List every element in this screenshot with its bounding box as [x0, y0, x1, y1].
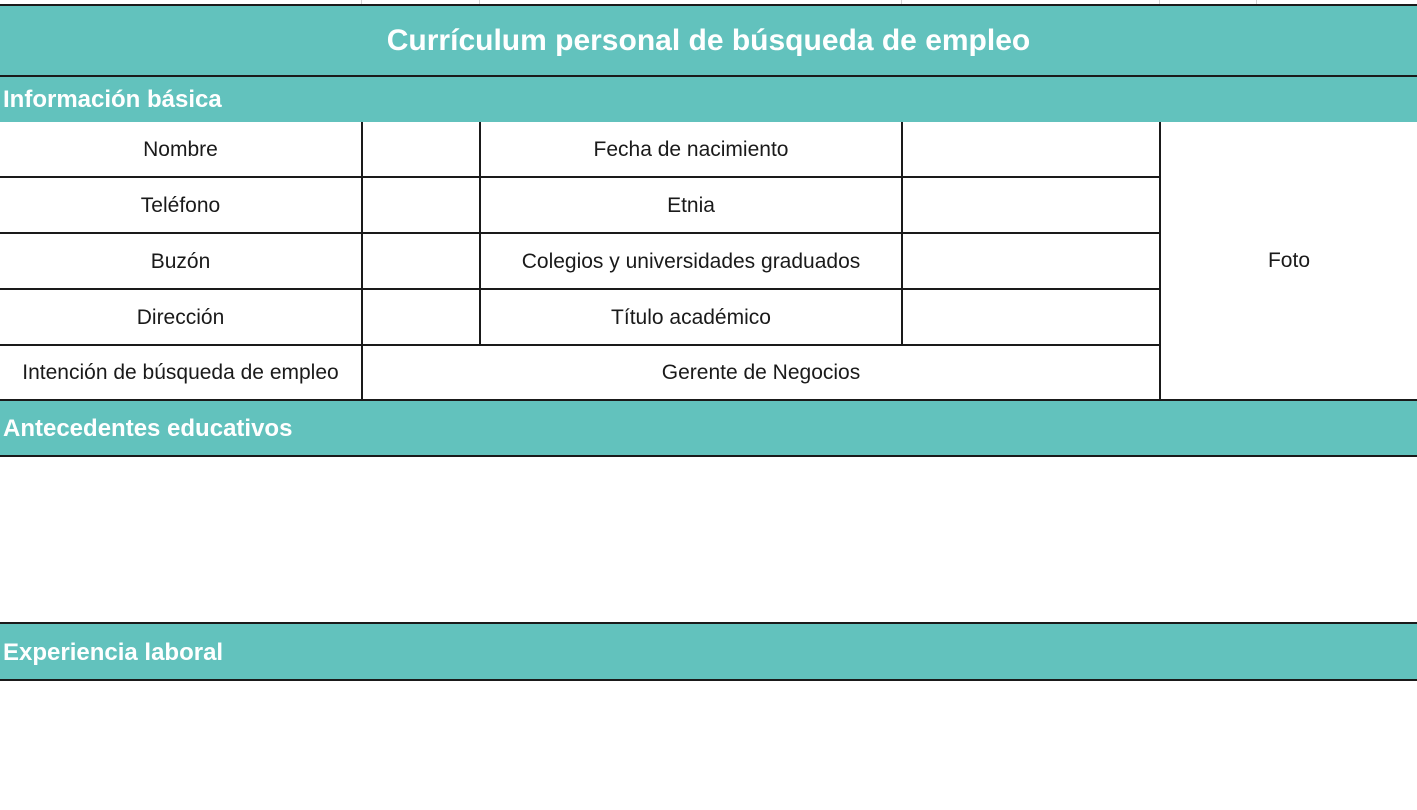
- section-title-work-experience: Experiencia laboral: [3, 638, 224, 666]
- value-nombre[interactable]: [363, 122, 479, 177]
- label-nombre: Nombre: [0, 122, 361, 177]
- work-experience-content-area[interactable]: [0, 681, 1417, 810]
- column-divider: [901, 122, 903, 345]
- education-content-area[interactable]: [0, 457, 1417, 622]
- value-direccion[interactable]: [363, 290, 479, 345]
- label-intencion: Intención de búsqueda de empleo: [0, 346, 361, 399]
- value-intencion[interactable]: Gerente de Negocios: [363, 346, 1159, 399]
- value-colegios[interactable]: [903, 234, 1159, 289]
- value-titulo[interactable]: [903, 290, 1159, 345]
- section-title-basic-info: Información básica: [3, 85, 222, 113]
- value-etnia[interactable]: [903, 178, 1159, 233]
- value-fecha-nacimiento[interactable]: [903, 122, 1159, 177]
- section-title-education: Antecedentes educativos: [3, 415, 293, 442]
- column-divider: [1159, 122, 1161, 399]
- label-buzon: Buzón: [0, 234, 361, 289]
- row-divider: [0, 344, 1161, 346]
- column-divider: [361, 122, 363, 399]
- label-titulo: Título académico: [481, 290, 901, 345]
- label-direccion: Dirección: [0, 290, 361, 345]
- label-colegios: Colegios y universidades graduados: [481, 234, 901, 289]
- photo-cell[interactable]: Foto: [1161, 122, 1417, 399]
- value-telefono[interactable]: [363, 178, 479, 233]
- label-telefono: Teléfono: [0, 178, 361, 233]
- resume-title-banner: [0, 4, 1417, 76]
- row-divider: [0, 232, 1161, 234]
- row-divider: [0, 176, 1161, 178]
- column-divider: [479, 122, 481, 345]
- value-buzon[interactable]: [363, 234, 479, 289]
- section-work-experience-header: [0, 622, 1417, 681]
- page-title: Currículum personal de búsqueda de empleo: [386, 24, 1031, 57]
- section-education-header: [0, 399, 1417, 457]
- section-basic-info-header: [0, 75, 1417, 122]
- label-fecha-nacimiento: Fecha de nacimiento: [481, 122, 901, 177]
- label-etnia: Etnia: [481, 178, 901, 233]
- row-divider: [0, 288, 1161, 290]
